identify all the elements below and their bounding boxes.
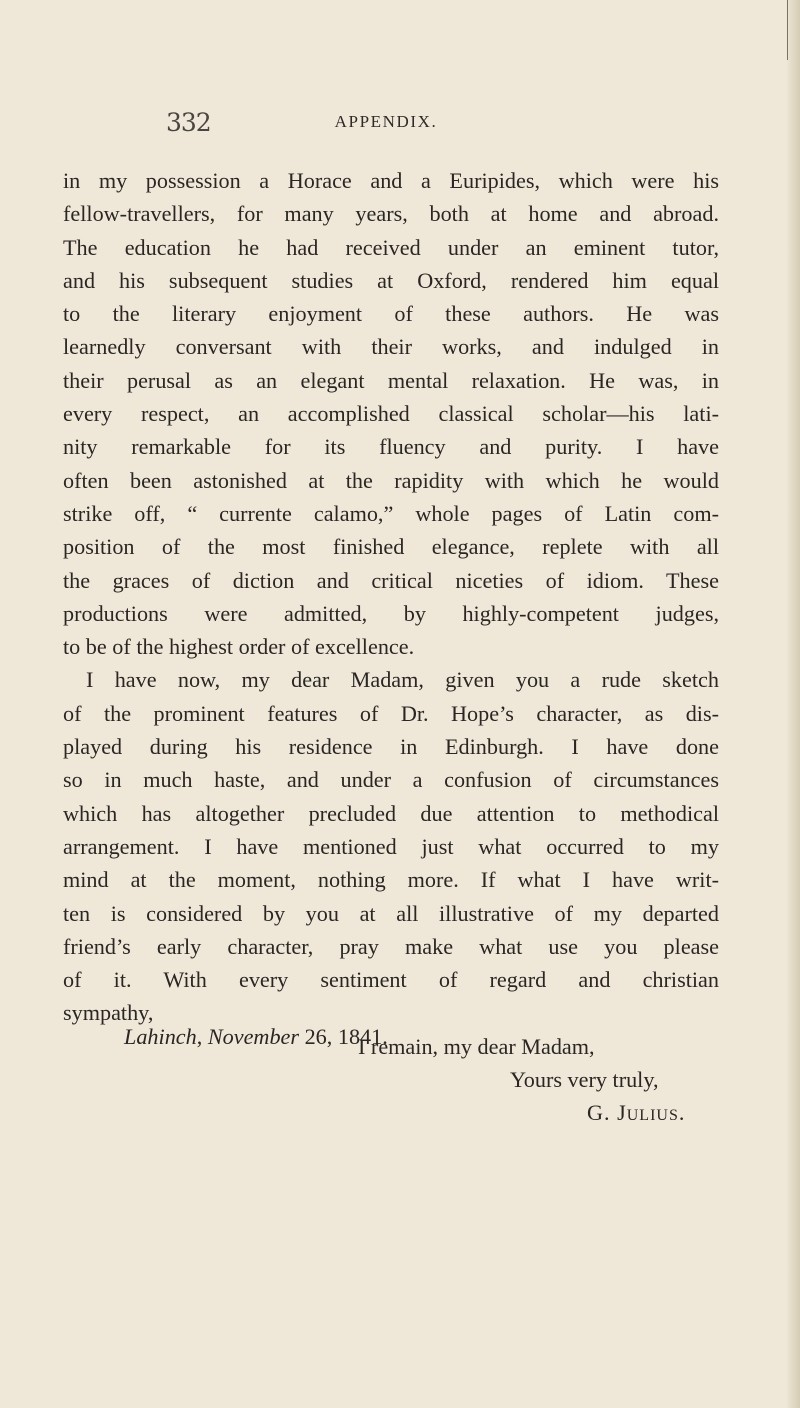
text-line: arrangement. I have mentioned just what occurred to my <box>63 833 719 859</box>
text-line: to be of the highest order of excellence. <box>63 634 415 660</box>
text-line: and his subsequent studies at Oxford, rendered him equal <box>63 267 719 293</box>
text-line: friend’s early character, pray make what use you please <box>63 933 719 959</box>
text-line: their perusal as an elegant mental relaxation. He was, in <box>63 367 719 393</box>
page-edge-line <box>787 0 788 60</box>
text-line: played during his residence in Edinburgh. I have done <box>63 734 719 760</box>
text-line: The education he had received under an eminent tutor, <box>63 234 719 260</box>
text-line: fellow-travellers, for many years, both at home and abroad. <box>63 201 719 227</box>
body-text <box>63 164 719 1130</box>
text-line: sympathy, <box>63 1000 154 1026</box>
text-line: so in much haste, and under a confusion of circumstances <box>63 767 719 793</box>
text-line: productions were admitted, by highly-competent judges, <box>63 600 719 626</box>
closing-line: Yours very truly, <box>510 1067 659 1093</box>
date-month: November <box>207 1024 300 1049</box>
page-header <box>0 108 800 148</box>
text-line: position of the most finished elegance, replete with all <box>63 534 719 560</box>
text-line: ten is considered by you at all illustrative of my departed <box>63 900 719 926</box>
text-line: I have now, my dear Madam, given you a rude sketch <box>86 667 719 693</box>
text-line: every respect, an accomplished classical scholar—his lati- <box>63 401 719 427</box>
page-edge <box>786 0 800 1408</box>
place-date-comma: , <box>196 1024 208 1049</box>
text-line: of the prominent features of Dr. Hope’s character, as dis- <box>63 700 719 726</box>
date-day-year: 26, 1841. <box>299 1024 388 1049</box>
text-line: often been astonished at the rapidity with which he would <box>63 467 719 493</box>
text-line: learnedly conversant with their works, and indulged in <box>63 334 719 360</box>
running-head: APPENDIX. <box>334 112 438 131</box>
signature-text: G. Julius. <box>587 1100 686 1126</box>
signature <box>63 1096 719 1129</box>
text-line: the graces of diction and critical niceties of idiom. These <box>63 567 719 593</box>
place-date <box>124 1020 388 1053</box>
text-line: mind at the moment, nothing more. If what I have writ- <box>63 867 719 893</box>
page-number: 332 <box>166 108 211 137</box>
text-line: strike off, “ currente calamo,” whole pages of Latin com- <box>63 500 719 526</box>
text-line: which has altogether precluded due attention to methodical <box>63 800 719 826</box>
paragraphs <box>63 164 719 1030</box>
place-name: Lahinch <box>124 1024 197 1049</box>
text-line: in my possession a Horace and a Euripides, which were his <box>63 168 719 193</box>
closing-line: I remain, my dear Madam, <box>358 1033 595 1059</box>
text-line: of it. With every sentiment of regard and christian <box>63 967 719 993</box>
text-line: to the literary enjoyment of these authors. He was <box>63 301 719 327</box>
text-line: nity remarkable for its fluency and purity. I have <box>63 434 719 460</box>
